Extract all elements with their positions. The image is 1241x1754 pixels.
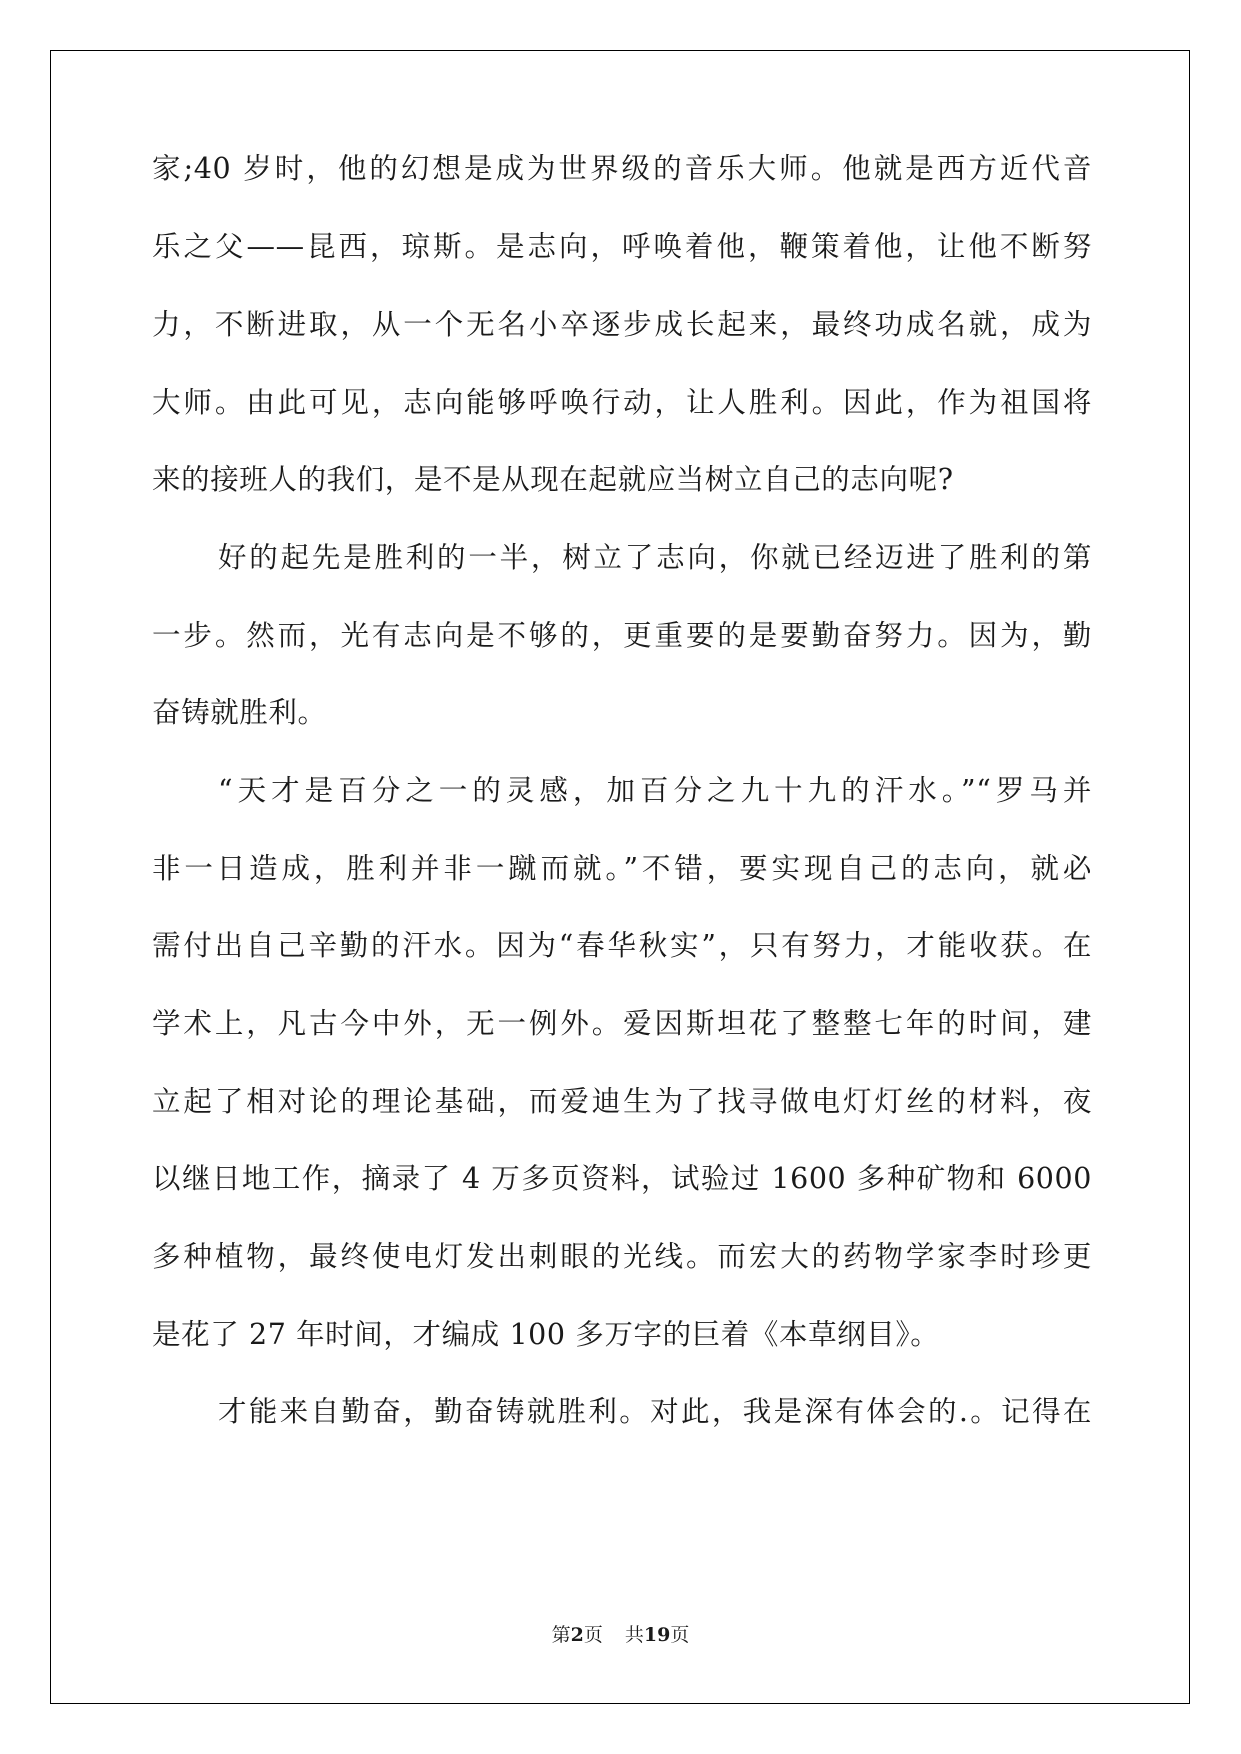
- paragraph-start-line: “天才是百分之一的灵感，加百分之九十九的汗水。”“罗马并: [218, 774, 1092, 807]
- paragraph-start-line: 才能来自勤奋，勤奋铸就胜利。对此，我是深有体会的.。记得在: [218, 1395, 1092, 1428]
- text-line: 需付出自己辛勤的汗水。因为“春华秋实”，只有努力，才能收获。在: [152, 929, 1092, 962]
- text-line: 一步。然而，光有志向是不够的，更重要的是要勤奋努力。因为，勤: [152, 619, 1092, 652]
- page-suffix: 页: [583, 1624, 603, 1646]
- text-line: 奋铸就胜利。: [152, 696, 327, 729]
- text-line: 以继日地工作，摘录了 4 万多页资料，试验过 1600 多种矿物和 6000: [152, 1162, 1092, 1195]
- total-prefix: 共: [624, 1624, 644, 1646]
- text-line: 立起了相对论的理论基础，而爱迪生为了找寻做电灯灯丝的材料，夜: [152, 1085, 1092, 1118]
- text-line: 大师。由此可见，志向能够呼唤行动，让人胜利。因此，作为祖国将: [152, 386, 1092, 419]
- page-number: 2: [570, 1624, 584, 1646]
- total-pages: 19: [643, 1624, 671, 1646]
- text-line: 乐之父——昆西，琼斯。是志向，呼唤着他，鞭策着他，让他不断努: [152, 230, 1092, 263]
- paragraph-start-line: 好的起先是胜利的一半，树立了志向，你就已经迈进了胜利的第: [218, 541, 1092, 574]
- text-line: 家;40 岁时，他的幻想是成为世界级的音乐大师。他就是西方近代音: [152, 152, 1092, 185]
- text-line: 是花了 27 年时间，才编成 100 多万字的巨着《本草纲目》。: [152, 1318, 940, 1351]
- text-line: 学术上，凡古今中外，无一例外。爱因斯坦花了整整七年的时间，建: [152, 1007, 1092, 1040]
- text-line: 力，不断进取，从一个无名小卒逐步成长起来，最终功成名就，成为: [152, 308, 1092, 341]
- text-line: 来的接班人的我们，是不是从现在起就应当树立自己的志向呢?: [152, 463, 954, 496]
- text-line: 多种植物，最终使电灯发出刺眼的光线。而宏大的药物学家李时珍更: [152, 1240, 1092, 1273]
- page-footer: [0, 1622, 1241, 1648]
- page-prefix: 第: [551, 1624, 571, 1646]
- total-suffix: 页: [670, 1624, 690, 1646]
- text-line: 非一日造成，胜利并非一蹴而就。”不错，要实现自己的志向，就必: [152, 852, 1092, 885]
